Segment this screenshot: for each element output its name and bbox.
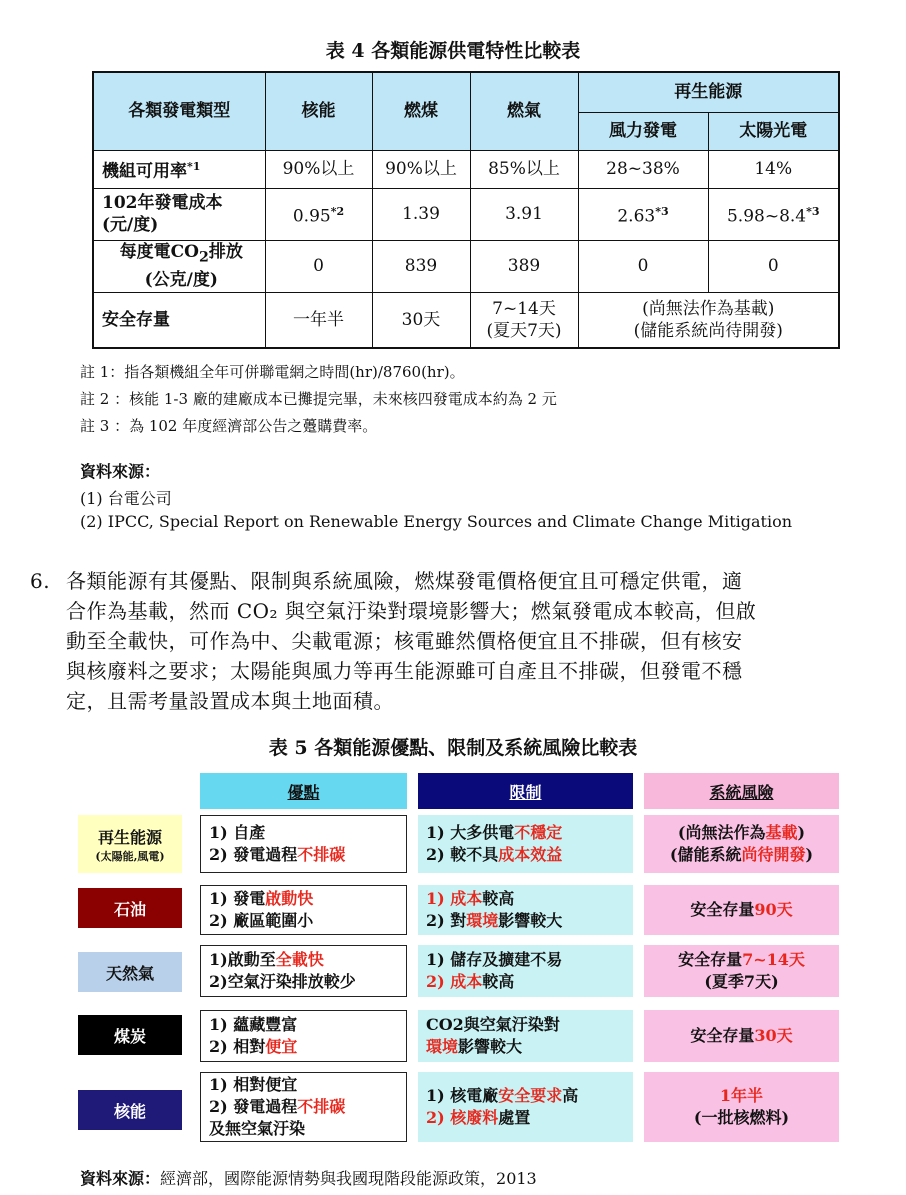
cell-line [690,1025,792,1047]
text-segment: 1年半 [719,1086,764,1105]
cell-line [426,888,625,910]
cell: 5.98~8.4$^{*3}$ [708,188,839,240]
paragraph-line: 與核廢料之要求；太陽能與風力等再生能源雖可自產且不排碳，但發電不穩 [66,659,743,683]
cell-line [690,899,792,921]
sources-heading: 資料來源： [80,462,161,481]
text-segment: 不排碳 [297,845,346,864]
row-label-text: 再生能源 [97,827,162,847]
limitations-cell [418,885,633,935]
cell-line [694,1107,789,1129]
cell-line [209,844,398,866]
cell: 0 [578,240,708,292]
cell-line [426,1014,625,1036]
text-segment: 影響較大 [498,911,563,930]
row-label-3 [78,1015,182,1055]
text-segment: 基載 [765,823,798,842]
cell-line [209,822,398,844]
limitations-cell [418,1010,633,1062]
text-segment: 1) 儲存及擴建不易 [426,950,563,969]
cell-line [209,888,398,910]
text-segment: 2)空氣汙染排放較少 [209,972,356,991]
cell-line [426,1036,625,1058]
cell-line [426,822,625,844]
cell-line [426,1085,625,1107]
cell-line [209,1096,398,1118]
text-segment: (一批核燃料) [693,1108,790,1127]
text-segment: 2) 發電過程 [209,1097,298,1116]
header-solar: 太陽光電 [708,112,839,150]
cell: 1.39 [372,188,470,240]
table-row [93,188,839,240]
cell-line [426,971,625,993]
row-label: 每度電$CO_2$排放 (公克/度) [93,240,265,292]
text-segment: ) [797,823,806,842]
text-segment: 影響較大 [458,1037,523,1056]
text-segment: 環境 [426,1037,459,1056]
cell: 7~14天 (夏天7天) [470,292,578,348]
cell-line [209,1036,398,1058]
row-label-2 [78,952,182,992]
text-segment: (尚無法作為 [677,823,766,842]
header-wind: 風力發電 [578,112,708,150]
cell: 90%以上 [265,150,372,188]
paragraph-6 [30,566,886,716]
source-1: (1) 台電公司 [80,489,172,508]
text-segment: 90天 [754,900,793,919]
cell-line [426,1107,625,1129]
limitations-cell [418,1072,633,1142]
advantages-cell [200,815,407,873]
source-2: (2) IPCC, Special Report on Renewable Energy Sources and Climate Change Mitigation [80,512,793,531]
system-risk-cell [644,1072,839,1142]
paragraph-line: 各類能源有其優點、限制與系統風險，燃煤發電價格便宜且可穩定供電，適 [66,569,743,593]
cell: 0 [708,240,839,292]
advantages-cell [200,1072,407,1142]
header-type: 各類發電類型 [93,72,265,150]
text-segment: 2) 較不具 [426,845,499,864]
text-segment: 啟動快 [265,889,314,908]
text-segment: 尚待開發 [741,845,806,864]
header-gas: 燃氣 [470,72,578,150]
header-advantages: 優點 [200,773,407,809]
cell-line [209,1118,398,1140]
table4 [92,71,840,349]
system-risk-cell [644,815,839,873]
paragraph-number: 6. [30,569,51,593]
header-system-risk: 系統風險 [644,773,839,809]
paragraph-line: 合作為基載，然而 CO₂ 與空氣汙染對環境影響大；燃氣發電成本較高，但啟 [66,599,757,623]
table4-title: 表 4 各類能源供電特性比較表 [325,40,581,62]
cell-line [704,971,778,993]
cell: 14% [708,150,839,188]
cell-line [209,971,398,993]
text-segment: 1) 蘊藏豐富 [209,1015,298,1034]
text-segment: CO2與空氣汙染對 [426,1015,560,1034]
text-segment: 2) 相對 [209,1037,266,1056]
cell-line [426,844,625,866]
row-label: 安全存量 [93,292,265,348]
text-segment: 2) 對 [426,911,467,930]
cell-line [678,949,805,971]
cell: 28~38% [578,150,708,188]
row-label: 機組可用率$^{*1}$ [93,150,265,188]
table-row [93,240,839,292]
cell-line [720,1085,763,1107]
header-limitations: 限制 [418,773,633,809]
paragraph-line: 動至全載快，可作為中、尖載電源；核電雖然價格便宜且不排碳，但有核安 [66,629,743,653]
text-segment: 環境 [466,911,499,930]
text-segment: 處置 [498,1108,531,1127]
text-segment: 1) 核電廠 [426,1086,499,1105]
cell: 0 [265,240,372,292]
cell: 一年半 [265,292,372,348]
row-label-text: 煤炭 [113,1026,146,1046]
text-segment: 1)啟動至 [209,950,276,969]
cell: 30天 [372,292,470,348]
text-segment: 1) 相對便宜 [209,1075,298,1094]
cell-line [678,822,805,844]
text-segment: 2) 成本 [426,972,483,991]
header-coal: 燃煤 [372,72,470,150]
row-label-4 [78,1090,182,1130]
text-segment: 1) 發電 [209,889,266,908]
row-label-0 [78,815,182,873]
cell-line [426,910,625,932]
cell: 2.63$^{*3}$ [578,188,708,240]
text-segment: 1) 自產 [209,823,266,842]
table-row [93,150,839,188]
cell: 3.91 [470,188,578,240]
row-label-text: 核能 [113,1101,146,1121]
text-segment: 較高 [482,972,515,991]
advantages-cell [200,885,407,935]
text-segment: 2) 發電過程 [209,845,298,864]
table5-source: 資料來源：經濟部，國際能源情勢與我國現階段能源政策，2013 [80,1169,537,1188]
note-2: 註 2 ：核能 1-3 廠的建廠成本已攤提完畢，未來核四發電成本約為 2 元 [80,390,557,408]
note-1: 註 1：指各類機組全年可併聯電網之時間(hr)/8760(hr)。 [80,363,465,381]
cell-line [209,910,398,932]
row-label-subtext: (太陽能,風電) [95,849,165,863]
text-segment: 及無空氣汙染 [209,1119,306,1138]
advantages-cell [200,945,407,997]
limitations-cell [418,815,633,873]
text-segment: 2) 核廢料 [426,1108,499,1127]
text-segment: 1) 大多供電 [426,823,515,842]
advantages-cell [200,1010,407,1062]
text-segment: 安全存量 [678,950,743,969]
table-row [93,292,839,348]
text-segment: 30天 [754,1026,793,1045]
text-segment: 全載快 [275,950,324,969]
text-segment: 安全要求 [498,1086,563,1105]
note-3: 註 3 ：為 102 年度經濟部公告之躉購費率。 [80,417,378,435]
text-segment: 安全存量 [690,1026,755,1045]
header-nuclear: 核能 [265,72,372,150]
paragraph-line: 定，且需考量設置成本與土地面積。 [66,689,394,713]
text-segment: ) [805,845,814,864]
cell-line [426,949,625,971]
limitations-cell [418,945,633,997]
text-segment: 便宜 [265,1037,298,1056]
row-label: 102年發電成本 (元/度) [93,188,265,240]
cell-line [209,1074,398,1096]
text-segment: 不排碳 [297,1097,346,1116]
cell-line [209,1014,398,1036]
text-segment: 不穩定 [514,823,563,842]
text-segment: 高 [562,1086,579,1105]
text-segment: 較高 [482,889,515,908]
row-label-text: 石油 [113,899,146,919]
cell: 0.95$^{*2}$ [265,188,372,240]
cell: 90%以上 [372,150,470,188]
header-renewable: 再生能源 [578,72,839,112]
table5-title: 表 5 各類能源優點、限制及系統風險比較表 [268,737,638,759]
text-segment: 安全存量 [690,900,755,919]
system-risk-cell [644,945,839,997]
system-risk-cell [644,1010,839,1062]
text-segment: 成本效益 [498,845,563,864]
cell: 839 [372,240,470,292]
text-segment: 7~14天 [742,950,805,969]
cell-line [209,949,398,971]
text-segment: 1) 成本 [426,889,483,908]
cell-line [670,844,813,866]
text-segment: (儲能系統 [669,845,742,864]
text-segment: (夏季7天) [704,972,779,991]
system-risk-cell [644,885,839,935]
row-label-1 [78,888,182,928]
cell: (尚無法作為基載) (儲能系統尚待開發) [578,292,839,348]
cell: 389 [470,240,578,292]
row-label-text: 天然氣 [105,963,154,983]
cell: 85%以上 [470,150,578,188]
text-segment: 2) 廠區範圍小 [209,911,314,930]
